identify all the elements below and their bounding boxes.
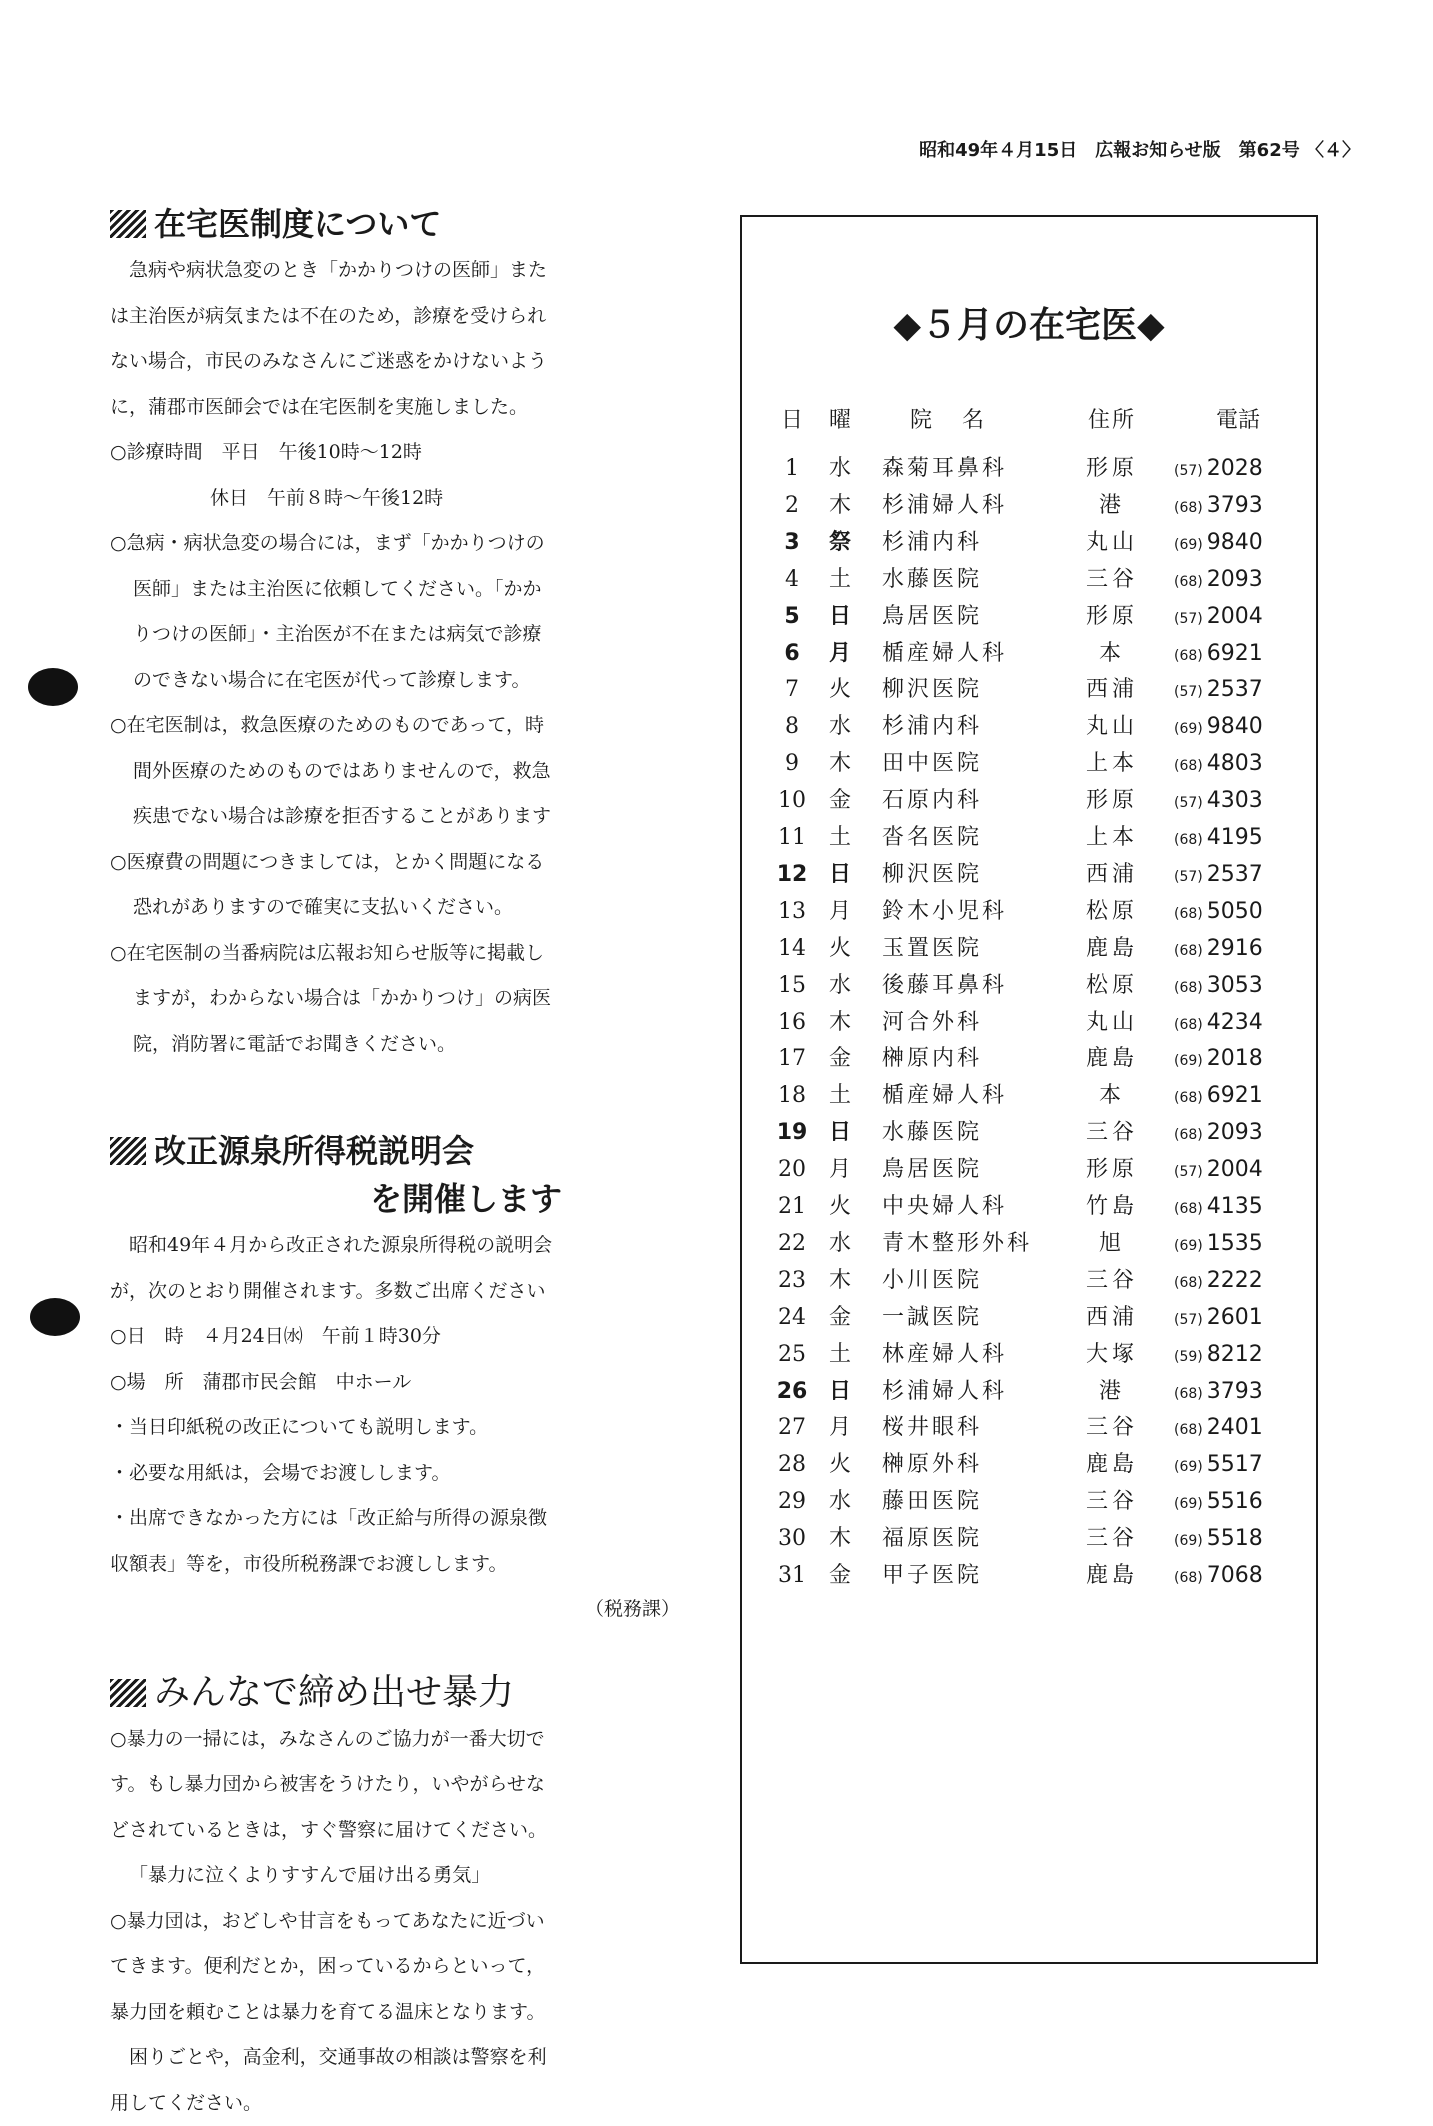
row-number: 6921 [1207, 1083, 1263, 1108]
row-day: 1 [772, 445, 812, 492]
row-address: 港 [1062, 482, 1162, 529]
row-weekday: 月 [820, 1404, 860, 1451]
text-line: 用してください。 [110, 2081, 700, 2126]
text-line: 間外医療のためのものではありませんので，救急 [110, 749, 700, 795]
row-area-code: (69) [1174, 1533, 1203, 1549]
row-day: 13 [772, 888, 812, 935]
text-line: 疾患でない場合は診療を拒否することがあります [110, 794, 700, 840]
text-line: 暴力団を頼むことは暴力を育てる温床となります。 [110, 1990, 700, 2036]
row-day: 4 [772, 556, 812, 603]
row-address: 形原 [1062, 445, 1162, 492]
text-line: ○診療時間 平日 午後10時〜12時 [110, 430, 700, 476]
row-address: 竹島 [1062, 1183, 1162, 1230]
row-address: 形原 [1062, 593, 1162, 640]
row-area-code: (68) [1174, 1201, 1203, 1217]
text-line: 院，消防署に電話でお聞きください。 [110, 1022, 700, 1068]
text-line: 医師」または主治医に依頼してください。「かか [110, 567, 700, 613]
row-day: 20 [772, 1146, 812, 1193]
row-area-code: (57) [1174, 611, 1203, 627]
text-line: のできない場合に在宅医が代って診療します。 [110, 658, 700, 704]
section-title-line2: を開催します [110, 1175, 700, 1223]
row-area-code: (59) [1174, 1349, 1203, 1365]
row-number: 4135 [1207, 1194, 1263, 1219]
row-area-code: (57) [1174, 684, 1203, 700]
row-weekday: 金 [820, 1294, 860, 1341]
hatch-icon [110, 210, 146, 238]
row-day: 2 [772, 482, 812, 529]
row-name: 小川医院 [882, 1257, 1042, 1304]
row-area-code: (68) [1174, 1422, 1203, 1438]
text-line: りつけの医師」・主治医が不在または病気で診療 [110, 612, 700, 658]
row-number: 4195 [1207, 825, 1263, 850]
row-weekday: 金 [820, 1552, 860, 1599]
row-name: 水藤医院 [882, 556, 1042, 603]
hatch-icon [110, 1679, 146, 1707]
row-day: 27 [772, 1404, 812, 1451]
row-area-code: (69) [1174, 721, 1203, 737]
row-address: 三谷 [1062, 556, 1162, 603]
text-line: 恐れがありますので確実に支払いください。 [110, 885, 700, 931]
row-weekday: 金 [820, 777, 860, 824]
row-area-code: (57) [1174, 869, 1203, 885]
row-address: 鹿島 [1062, 1035, 1162, 1082]
row-number: 5517 [1207, 1452, 1263, 1477]
ink-blot [28, 668, 78, 706]
row-name: 青木整形外科 [882, 1220, 1042, 1267]
text-line: は主治医が病気または不在のため，診療を受けられ [110, 294, 700, 340]
row-weekday: 日 [820, 851, 860, 898]
row-address: 上本 [1062, 814, 1162, 861]
row-day: 30 [772, 1515, 812, 1562]
row-day: 6 [772, 630, 812, 677]
text-line: ますが，わからない場合は「かかりつけ」の病医 [110, 976, 700, 1022]
row-number: 9840 [1207, 530, 1263, 555]
row-address: 旭 [1062, 1220, 1162, 1267]
row-number: 2601 [1207, 1305, 1263, 1330]
row-number: 2018 [1207, 1046, 1263, 1071]
row-number: 2537 [1207, 862, 1263, 887]
row-weekday: 水 [820, 1478, 860, 1525]
row-day: 16 [772, 999, 812, 1046]
col-day: 日 [772, 397, 812, 444]
row-weekday: 火 [820, 925, 860, 972]
row-weekday: 水 [820, 445, 860, 492]
row-name: 甲子医院 [882, 1552, 1042, 1599]
row-address: 西浦 [1062, 1294, 1162, 1341]
row-area-code: (68) [1174, 1017, 1203, 1033]
row-name: 水藤医院 [882, 1109, 1042, 1156]
row-area-code: (57) [1174, 1312, 1203, 1328]
row-name: 藤田医院 [882, 1478, 1042, 1525]
row-name: 福原医院 [882, 1515, 1042, 1562]
row-day: 24 [772, 1294, 812, 1341]
row-day: 25 [772, 1331, 812, 1378]
row-area-code: (68) [1174, 1127, 1203, 1143]
row-area-code: (69) [1174, 537, 1203, 553]
row-name: 榊原外科 [882, 1441, 1042, 1488]
row-address: 三谷 [1062, 1404, 1162, 1451]
row-day: 15 [772, 962, 812, 1009]
row-weekday: 土 [820, 1331, 860, 1378]
section-body [110, 1717, 700, 2126]
row-weekday: 木 [820, 1515, 860, 1562]
row-number: 5516 [1207, 1489, 1263, 1514]
text-line: 休日 午前８時〜午後12時 [110, 476, 700, 522]
row-area-code: (69) [1174, 1459, 1203, 1475]
text-line: ・必要な用紙は，会場でお渡しします。 [110, 1451, 700, 1497]
text-line: ・出席できなかった方には「改正給与所得の源泉徴 [110, 1496, 700, 1542]
row-phone [1174, 1552, 1314, 1602]
row-number: 2537 [1207, 677, 1263, 702]
row-day: 12 [772, 851, 812, 898]
row-number: 2004 [1207, 604, 1263, 629]
row-area-code: (68) [1174, 1570, 1203, 1586]
row-name: 鈴木小児科 [882, 888, 1042, 935]
row-area-code: (68) [1174, 648, 1203, 664]
row-weekday: 月 [820, 888, 860, 935]
row-address: 鹿島 [1062, 1441, 1162, 1488]
text-line: てきます。便利だとか，困っているからといって， [110, 1944, 700, 1990]
row-number: 3793 [1207, 1379, 1263, 1404]
text-line: ○急病・病状急変の場合には，まず「かかりつけの [110, 521, 700, 567]
row-number: 5518 [1207, 1526, 1263, 1551]
section-title: 改正源泉所得税説明会 [110, 1127, 700, 1175]
row-address: 本 [1062, 1072, 1162, 1119]
row-area-code: (68) [1174, 906, 1203, 922]
row-area-code: (57) [1174, 463, 1203, 479]
text-line: ○日 時 ４月24日㈬ 午前１時30分 [110, 1314, 700, 1360]
row-number: 2916 [1207, 936, 1263, 961]
left-column [110, 200, 700, 2126]
row-area-code: (68) [1174, 832, 1203, 848]
row-day: 5 [772, 593, 812, 640]
row-weekday: 水 [820, 1220, 860, 1267]
row-weekday: 水 [820, 703, 860, 750]
row-name: 楯産婦人科 [882, 1072, 1042, 1119]
row-name: 榊原内科 [882, 1035, 1042, 1082]
row-name: 河合外科 [882, 999, 1042, 1046]
text-line: ・当日印紙税の改正についても説明します。 [110, 1405, 700, 1451]
row-name: 玉置医院 [882, 925, 1042, 972]
row-name: 楯産婦人科 [882, 630, 1042, 677]
row-weekday: 祭 [820, 519, 860, 566]
row-day: 3 [772, 519, 812, 566]
text-line: ない場合，市民のみなさんにご迷惑をかけないよう [110, 339, 700, 385]
row-address: 松原 [1062, 962, 1162, 1009]
row-name: 杉浦内科 [882, 519, 1042, 566]
row-number: 2401 [1207, 1415, 1263, 1440]
row-address: 三谷 [1062, 1478, 1162, 1525]
row-day: 18 [772, 1072, 812, 1119]
row-day: 14 [772, 925, 812, 972]
row-number: 3053 [1207, 973, 1263, 998]
row-number: 4303 [1207, 788, 1263, 813]
row-name: 森菊耳鼻科 [882, 445, 1042, 492]
row-name: 鳥居医院 [882, 1146, 1042, 1193]
row-weekday: 火 [820, 666, 860, 713]
row-address: 鹿島 [1062, 925, 1162, 972]
row-number: 3793 [1207, 493, 1263, 518]
row-address: 丸山 [1062, 703, 1162, 750]
row-weekday: 日 [820, 1368, 860, 1415]
section-title: みんなで締め出せ暴力 [110, 1669, 700, 1717]
row-area-code: (69) [1174, 1238, 1203, 1254]
row-number: 2093 [1207, 567, 1263, 592]
row-weekday: 土 [820, 1072, 860, 1119]
row-address: 本 [1062, 630, 1162, 677]
row-weekday: 木 [820, 482, 860, 529]
row-weekday: 水 [820, 962, 860, 1009]
row-weekday: 日 [820, 593, 860, 640]
row-number: 8212 [1207, 1342, 1263, 1367]
text-line: 収額表」等を，市役所税務課でお渡しします。 [110, 1542, 700, 1588]
row-day: 31 [772, 1552, 812, 1599]
row-number: 5050 [1207, 899, 1263, 924]
row-weekday: 金 [820, 1035, 860, 1082]
row-day: 19 [772, 1109, 812, 1156]
col-name: 院名 [882, 397, 1042, 444]
row-name: 石原内科 [882, 777, 1042, 824]
row-weekday: 木 [820, 999, 860, 1046]
row-address: 三谷 [1062, 1109, 1162, 1156]
ink-blot [30, 1298, 80, 1336]
row-address: 形原 [1062, 1146, 1162, 1193]
row-number: 2028 [1207, 456, 1263, 481]
text-line: 昭和49年４月から改正された源泉所得税の説明会 [110, 1223, 700, 1269]
text-line: どされているときは，すぐ警察に届けてください。 [110, 1808, 700, 1854]
row-weekday: 火 [820, 1183, 860, 1230]
row-day: 21 [772, 1183, 812, 1230]
row-area-code: (68) [1174, 574, 1203, 590]
row-name: 沓名医院 [882, 814, 1042, 861]
row-day: 9 [772, 740, 812, 787]
row-area-code: (57) [1174, 1164, 1203, 1180]
row-weekday: 土 [820, 814, 860, 861]
text-line: ○暴力の一掃には，みなさんのご協力が一番大切で [110, 1717, 700, 1763]
col-address: 住所 [1062, 397, 1162, 444]
row-number: 7068 [1207, 1563, 1263, 1588]
row-area-code: (68) [1174, 1386, 1203, 1402]
row-day: 8 [772, 703, 812, 750]
row-day: 17 [772, 1035, 812, 1082]
row-name: 林産婦人科 [882, 1331, 1042, 1378]
row-name: 後藤耳鼻科 [882, 962, 1042, 1009]
row-weekday: 土 [820, 556, 860, 603]
row-address: 上本 [1062, 740, 1162, 787]
row-day: 23 [772, 1257, 812, 1304]
row-day: 28 [772, 1441, 812, 1488]
schedule-box [740, 215, 1318, 1964]
text-line: ○在宅医制の当番病院は広報お知らせ版等に掲載し [110, 931, 700, 977]
row-address: 西浦 [1062, 666, 1162, 713]
section-body [110, 1223, 700, 1587]
row-day: 10 [772, 777, 812, 824]
row-address: 松原 [1062, 888, 1162, 935]
text-line: ○場 所 蒲郡市民会館 中ホール [110, 1360, 700, 1406]
schedule-title: ◆５月の在宅医◆ [742, 297, 1316, 348]
row-name: 中央婦人科 [882, 1183, 1042, 1230]
row-name: 杉浦内科 [882, 703, 1042, 750]
row-number: 4803 [1207, 751, 1263, 776]
row-name: 田中医院 [882, 740, 1042, 787]
row-day: 11 [772, 814, 812, 861]
section-body [110, 248, 700, 1067]
row-address: 港 [1062, 1368, 1162, 1415]
row-day: 22 [772, 1220, 812, 1267]
row-area-code: (68) [1174, 980, 1203, 996]
row-weekday: 火 [820, 1441, 860, 1488]
row-area-code: (68) [1174, 500, 1203, 516]
row-name: 鳥居医院 [882, 593, 1042, 640]
row-address: 西浦 [1062, 851, 1162, 898]
schedule-row [742, 1552, 1316, 1599]
section-title: 在宅医制度について [110, 200, 700, 248]
schedule-header-row [742, 397, 1316, 444]
text-line: す。もし暴力団から被害をうけたり，いやがらせな [110, 1762, 700, 1808]
row-number: 9840 [1207, 714, 1263, 739]
row-number: 2222 [1207, 1268, 1263, 1293]
row-name: 一誠医院 [882, 1294, 1042, 1341]
row-address: 形原 [1062, 777, 1162, 824]
col-weekday: 曜 [820, 397, 860, 444]
row-number: 1535 [1207, 1231, 1263, 1256]
row-area-code: (57) [1174, 795, 1203, 811]
row-address: 丸山 [1062, 999, 1162, 1046]
text-line: ○暴力団は，おどしや甘言をもってあなたに近づい [110, 1899, 700, 1945]
row-area-code: (69) [1174, 1496, 1203, 1512]
text-line: 「暴力に泣くよりすすんで届け出る勇気」 [110, 1853, 700, 1899]
row-weekday: 日 [820, 1109, 860, 1156]
row-name: 柳沢医院 [882, 851, 1042, 898]
row-number: 6921 [1207, 641, 1263, 666]
row-day: 7 [772, 666, 812, 713]
text-line: に，蒲郡市医師会では在宅医制を実施しました。 [110, 385, 700, 431]
row-name: 桜井眼科 [882, 1404, 1042, 1451]
row-number: 4234 [1207, 1010, 1263, 1035]
text-line: ○医療費の問題につきましては，とかく問題になる [110, 840, 700, 886]
text-line: 急病や病状急変のとき「かかりつけの医師」また [110, 248, 700, 294]
row-day: 26 [772, 1368, 812, 1415]
row-weekday: 木 [820, 1257, 860, 1304]
row-area-code: (68) [1174, 758, 1203, 774]
row-day: 29 [772, 1478, 812, 1525]
text-line: ○在宅医制は，救急医療のためのものであって，時 [110, 703, 700, 749]
row-weekday: 木 [820, 740, 860, 787]
row-address: 鹿島 [1062, 1552, 1162, 1599]
col-phone: 電話 [1174, 397, 1356, 444]
row-weekday: 月 [820, 1146, 860, 1193]
row-area-code: (68) [1174, 1090, 1203, 1106]
text-line: 困りごとや，高金利，交通事故の相談は警察を利 [110, 2035, 700, 2081]
row-address: 丸山 [1062, 519, 1162, 566]
row-address: 大塚 [1062, 1331, 1162, 1378]
row-area-code: (68) [1174, 943, 1203, 959]
row-name: 杉浦婦人科 [882, 482, 1042, 529]
row-area-code: (69) [1174, 1053, 1203, 1069]
hatch-icon [110, 1137, 146, 1165]
text-line: が，次のとおり開催されます。多数ご出席ください [110, 1269, 700, 1315]
row-address: 三谷 [1062, 1257, 1162, 1304]
row-number: 2004 [1207, 1157, 1263, 1182]
row-name: 柳沢医院 [882, 666, 1042, 713]
row-area-code: (68) [1174, 1275, 1203, 1291]
row-address: 三谷 [1062, 1515, 1162, 1562]
page-header: 昭和49年４月15日 広報お知らせ版 第62号 〈４〉 [800, 136, 1360, 162]
row-weekday: 月 [820, 630, 860, 677]
row-name: 杉浦婦人科 [882, 1368, 1042, 1415]
section-signature: （税務課） [110, 1587, 700, 1633]
row-number: 2093 [1207, 1120, 1263, 1145]
